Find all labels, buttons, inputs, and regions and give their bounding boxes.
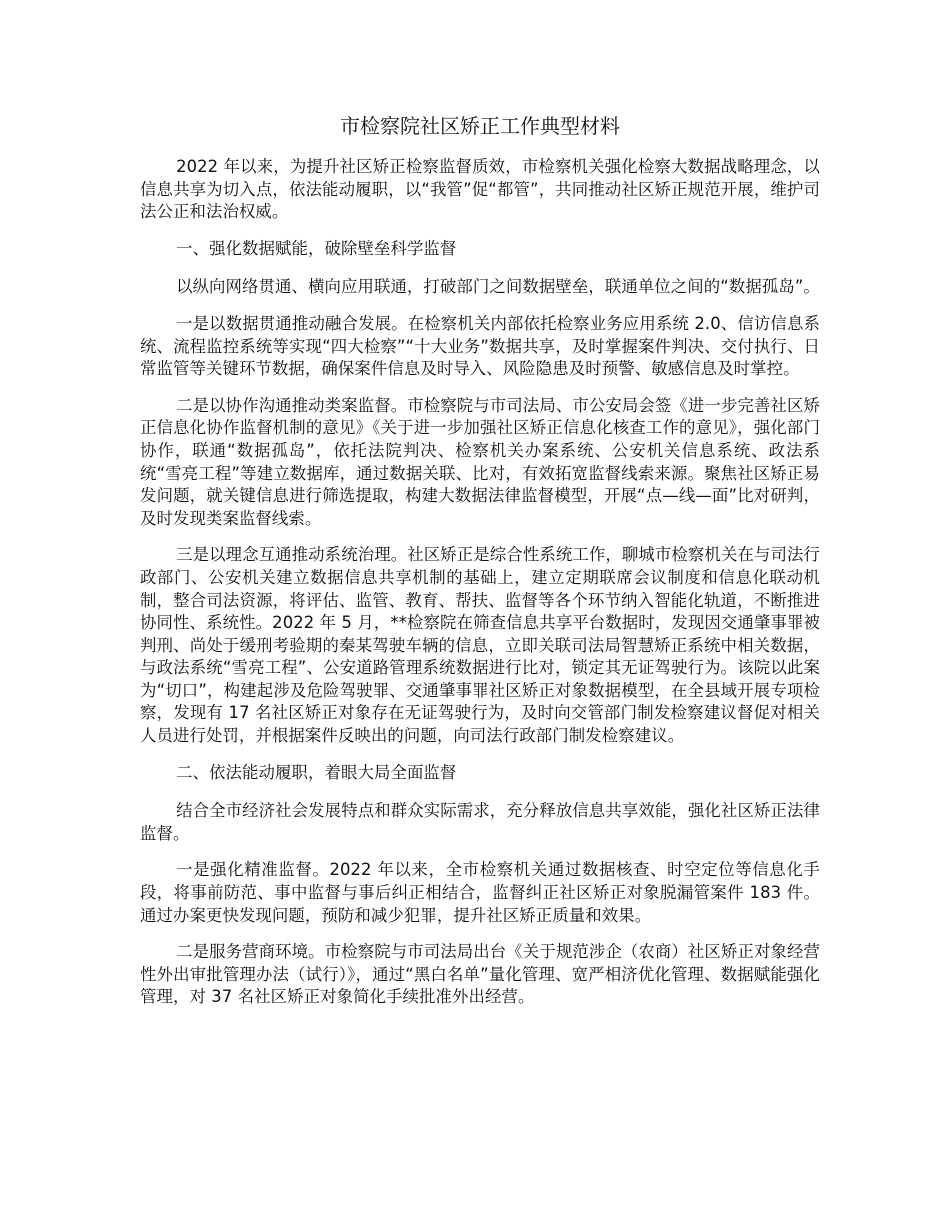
section-heading-1: 一、强化数据赋能，破除壁垒科学监督 xyxy=(176,238,457,258)
document-title: 市检察院社区矫正工作典型材料 xyxy=(340,114,620,138)
section-heading-2: 二、依法能动履职，着眼大局全面监督 xyxy=(176,762,457,782)
intro-paragraph: 2022 年以来，为提升社区矫正检察监督质效，市检察机关强化检察大数据战略理念，以信息共享为切入点，依法能动履职，以“我管”促“都管”，共同推动社区矫正规范开展，维护司法公正和法治权威。 xyxy=(140,157,820,222)
section-2-intro: 结合全市经济社会发展特点和群众实际需求，充分释放信息共享效能，强化社区矫正法律监督。 xyxy=(140,801,820,843)
document-page xyxy=(140,112,820,1023)
section-2-point-1: 一是强化精准监督。2022 年以来，全市检察机关通过数据核查、时空定位等信息化手段，将事前防范、事中监督与事后纠正相结合，监督纠正社区矫正对象脱漏管案件 183 件。通过办案更快发现问题，预防和减少犯罪，提升社区矫正质量和效果。 xyxy=(140,860,820,925)
section-1-intro: 以纵向网络贯通、横向应用联通，打破部门之间数据壁垒，联通单位之间的“数据孤岛”。 xyxy=(176,277,820,297)
section-1-point-2: 二是以协作沟通推动类案监督。市检察院与市司法局、市公安局会签《进一步完善社区矫正信息化协作监督机制的意见》《关于进一步加强社区矫正信息化核查工作的意见》，强化部门协作，联通“数据孤岛”，依托法院判决、检察机关办案系统、公安机关信息系统、政法系统“雪亮工程”等建立数据库，通过数据关联、比对，有效拓宽监督线索来源。聚焦社区矫正易发问题，就关键信息进行筛选提取，构建大数据法律监督模型，开展“点—线—面”比对研判，及时发现类案监督线索。 xyxy=(140,395,820,528)
section-2-point-2: 二是服务营商环境。市检察院与市司法局出台《关于规范涉企（农商）社区矫正对象经营性外出审批管理办法（试行）》，通过“黑白名单”量化管理、宽严相济优化管理、数据赋能强化管理，对 37 名社区矫正对象简化手续批准外出经营。 xyxy=(140,942,820,1007)
section-1-point-3: 三是以理念互通推动系统治理。社区矫正是综合性系统工作，聊城市检察机关在与司法行政部门、公安机关建立数据信息共享机制的基础上，建立定期联席会议制度和信息化联动机制，整合司法资源，将评估、监管、教育、帮扶、监督等各个环节纳入智能化轨道，不断推进协同性、系统性。2022 年 5 月，**检察院在筛查信息共享平台数据时，发现因交通肇事罪被判刑、尚处于缓刑考验期的秦某驾驶车辆的信息，立即关联司法局智慧矫正系统中相关数据，与政法系统“雪亮工程”、公安道路管理系统数据进行比对，锁定其无证驾驶行为。该院以此案为“切口”，构建起涉及危险驾驶罪、交通肇事罪社区矫正对象数据模型，在全县域开展专项检察，发现有 17 名社区矫正对象存在无证驾驶行为，及时向交管部门制发检察建议督促对相关人员进行处罚，并根据案件反映出的问题，向司法行政部门制发检察建议。 xyxy=(140,545,820,746)
section-1-point-1: 一是以数据贯通推动融合发展。在检察机关内部依托检察业务应用系统 2.0、信访信息系统、流程监控系统等实现“四大检察”“十大业务”数据共享，及时掌握案件判决、交付执行、日常监管等关键环节数据，确保案件信息及时导入、风险隐患及时预警、敏感信息及时掌控。 xyxy=(140,313,820,379)
